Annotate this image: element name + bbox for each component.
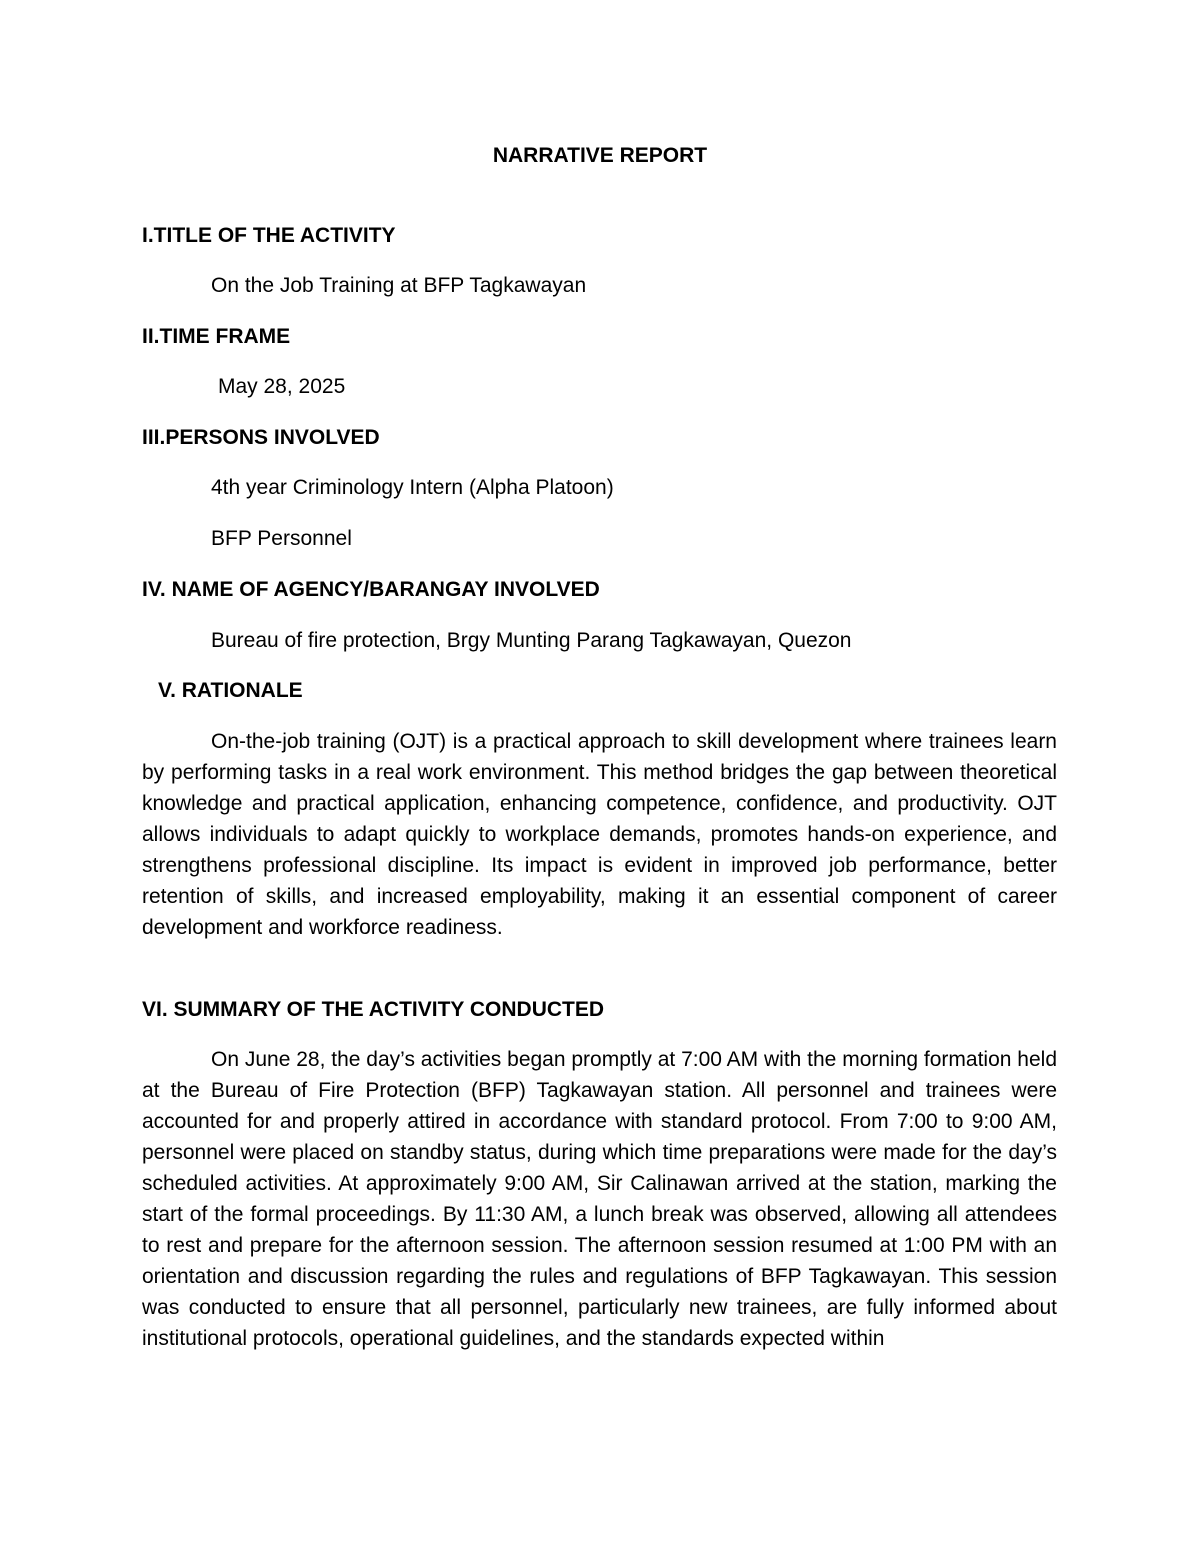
time-frame-value: May 28, 2025 [218,375,346,398]
persons-item-bfp-personnel: BFP Personnel [211,527,352,550]
persons-item-intern: 4th year Criminology Intern (Alpha Platoon) [211,476,614,499]
rationale-paragraph: On-the-job training (OJT) is a practical approach to skill development where trainees learn by performing tasks in a real work environment. This method bridges the gap between theoretical knowledge and practical application, enhancing competence, confidence, and productivity. OJT allows individuals to adapt quickly to workplace demands, promotes hands-on experience, and strengthens professional discipline. Its impact is evident in improved job performance, better retention of skills, and increased employability, making it an essential component of career development and workforce readiness. [142,730,1057,939]
heading-rationale: V. RATIONALE [158,679,303,702]
heading-title-of-activity: I.TITLE OF THE ACTIVITY [142,224,396,247]
heading-time-frame: II.TIME FRAME [142,325,291,348]
activity-title-value: On the Job Training at BFP Tagkawayan [211,274,587,297]
summary-paragraph: On June 28, the day’s activities began promptly at 7:00 AM with the morning formation held at the Bureau of Fire Protection (BFP) Tagkawayan station. All personnel and trainees were accounted for and properly attired in accordance with standard protocol. From 7:00 to 9:00 AM, personnel were placed on standby status, during which time preparations were made for the day’s scheduled activities. At approximately 9:00 AM, Sir Calinawan arrived at the station, marking the start of the formal proceedings. By 11:30 AM, a lunch break was observed, allowing all attendees to rest and prepare for the afternoon session. The afternoon session resumed at 1:00 PM with an orientation and discussion regarding the rules and regulations of BFP Tagkawayan. This session was conducted to ensure that all personnel, particularly new trainees, are fully informed about institutional protocols, operational guidelines, and the standards expected within [142,1048,1057,1350]
agency-value: Bureau of fire protection, Brgy Munting Parang Tagkawayan, Quezon [211,629,852,652]
heading-persons-involved: III.PERSONS INVOLVED [142,426,380,449]
document-title: NARRATIVE REPORT [492,144,708,167]
heading-summary-of-activity: VI. SUMMARY OF THE ACTIVITY CONDUCTED [142,998,605,1021]
heading-agency-involved: IV. NAME OF AGENCY/BARANGAY INVOLVED [142,578,600,601]
